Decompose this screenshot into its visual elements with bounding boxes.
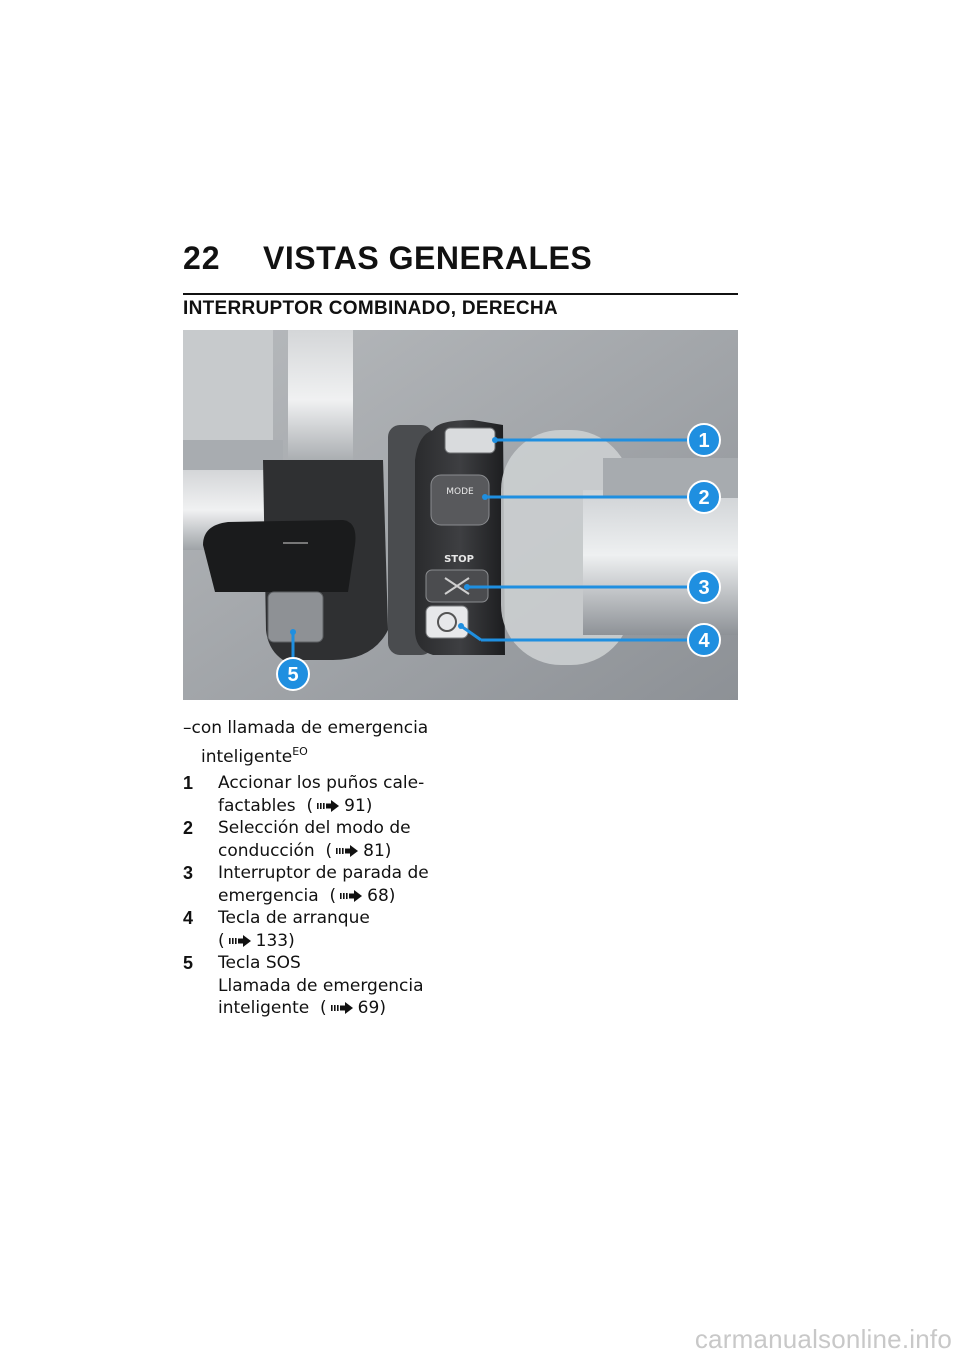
- reference-page-number: 68: [367, 885, 389, 906]
- page-header: [183, 240, 738, 277]
- reference-prefix: conducción: [218, 840, 315, 861]
- legend-item: [183, 817, 443, 862]
- reference-page-number: 133: [255, 930, 289, 951]
- callout-3: [688, 571, 720, 603]
- page-ref-arrow-icon: [336, 845, 358, 857]
- footnote-text: inteligente: [201, 747, 293, 767]
- legend-item: [183, 952, 443, 1020]
- legend-line: Selección del modo de: [218, 818, 411, 838]
- page-ref-arrow-icon: [340, 890, 362, 902]
- legend-line: Accionar los puños cale-: [218, 773, 425, 793]
- legend-number: 4: [183, 908, 194, 928]
- legend-number: 5: [183, 953, 194, 973]
- section-title: INTERRUPTOR COMBINADO, DERECHA: [183, 298, 558, 319]
- legend-item: [183, 862, 443, 907]
- callout-1: [688, 424, 720, 456]
- legend-text: [218, 817, 443, 862]
- legend-text: [218, 862, 443, 907]
- page-reference[interactable]: factables ( 91): [218, 795, 373, 816]
- legend-item: [183, 907, 443, 952]
- svg-text:1: 1: [698, 430, 710, 452]
- footnote-line-2: [183, 740, 433, 769]
- header-rule: [183, 293, 738, 295]
- footnote-line-1: –con llamada de emergencia: [183, 718, 429, 738]
- svg-text:4: 4: [698, 630, 710, 652]
- svg-text:5: 5: [287, 664, 299, 686]
- reference-prefix: factables: [218, 795, 296, 816]
- legend-line: Llamada de emergencia: [218, 975, 424, 996]
- legend-text: [218, 907, 443, 952]
- legend-line: Interruptor de parada de: [218, 863, 429, 883]
- callout-2: [688, 481, 720, 513]
- legend-item: [183, 772, 443, 817]
- legend-text: [218, 772, 443, 817]
- page-ref-arrow-icon: [331, 1002, 353, 1014]
- legend-number: 3: [183, 863, 194, 883]
- legend-text: [218, 952, 443, 1020]
- chapter-title: VISTAS GENERALES: [263, 240, 593, 276]
- svg-text:2: 2: [698, 487, 710, 509]
- page-ref-arrow-icon: [229, 935, 251, 947]
- page-ref-arrow-icon: [317, 800, 339, 812]
- page-reference[interactable]: emergencia ( 68): [218, 885, 396, 906]
- footnote-superscript: EO: [292, 745, 308, 758]
- watermark: carmanualsonline.info: [694, 1324, 952, 1354]
- model-footnote: [183, 716, 433, 769]
- legend-line: Tecla SOS: [218, 953, 301, 973]
- page-number: 22: [183, 240, 221, 276]
- callout-4: [688, 624, 720, 656]
- legend-number: 2: [183, 818, 194, 838]
- reference-page-number: 69: [357, 998, 380, 1018]
- stop-label: STOP: [444, 554, 474, 565]
- handlebar-switch-illustration: [183, 330, 738, 700]
- svg-text:3: 3: [698, 577, 710, 599]
- reference-page-number: 91: [344, 795, 366, 816]
- legend-line: Tecla de arranque: [218, 908, 370, 928]
- page-reference[interactable]: conducción ( 81): [218, 840, 392, 861]
- page-reference[interactable]: inteligente ( 69): [218, 998, 386, 1018]
- page-reference[interactable]: ( 133): [218, 930, 295, 951]
- reference-page-number: 81: [363, 840, 385, 861]
- legend-number: 1: [183, 773, 194, 793]
- legend-list: [183, 772, 443, 1020]
- mode-button-label: MODE: [446, 487, 474, 497]
- callout-5: [277, 658, 309, 690]
- switch-photo: [183, 330, 738, 700]
- reference-prefix: inteligente: [218, 998, 310, 1018]
- reference-prefix: emergencia: [218, 885, 319, 906]
